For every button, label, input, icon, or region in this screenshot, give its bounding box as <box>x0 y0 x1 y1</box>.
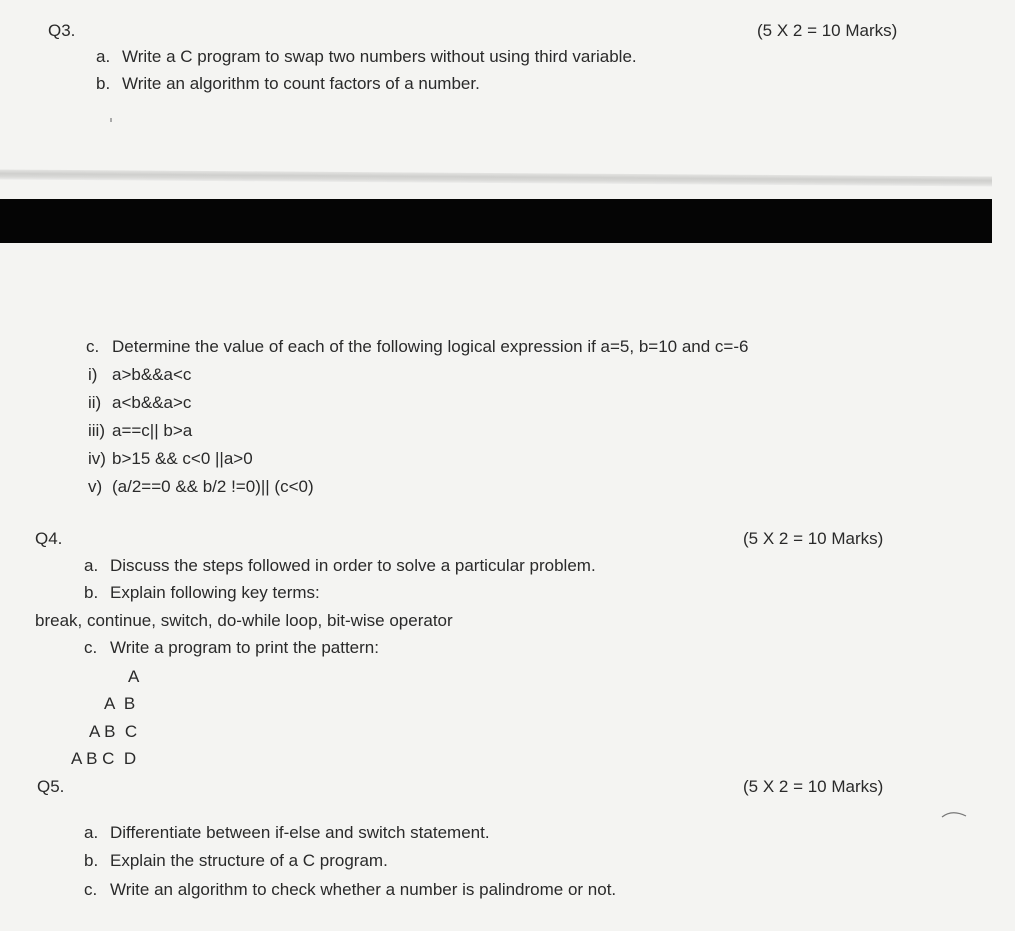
q3-item-c-text: Determine the value of each of the following logical expression if a=5, b=10 and c=-6 <box>112 337 749 356</box>
q4-pattern-row-1: A <box>128 667 140 686</box>
q3-expression-4 <box>88 449 253 469</box>
pen-mark <box>940 808 968 820</box>
q3-expression-4-text: b>15 && c<0 ||a>0 <box>112 449 253 468</box>
q4-pattern-row-3: A B C <box>89 722 138 741</box>
q3-number: Q3. <box>48 21 76 40</box>
q3-item-a-text: Write a C program to swap two numbers without using third variable. <box>122 47 637 66</box>
q3-expression-1-text: a>b&&a<c <box>112 365 192 384</box>
q5-number: Q5. <box>37 777 65 796</box>
redaction-bar <box>0 199 992 243</box>
q3-expression-4-label: iv) <box>88 449 106 468</box>
q4-item-c <box>84 638 379 658</box>
q3-item-b-text: Write an algorithm to count factors of a number. <box>122 74 480 93</box>
q4-number: Q4. <box>35 529 63 548</box>
q5-item-c <box>84 880 616 900</box>
q4-item-b-text: Explain following key terms: <box>110 583 320 602</box>
q4-item-b <box>84 583 320 603</box>
q4-pattern-row-4: A B C D <box>71 749 137 768</box>
q5-item-c-text: Write an algorithm to check whether a number is palindrome or not. <box>110 880 617 899</box>
q3-expression-1 <box>88 365 191 385</box>
q3-expression-5-label: v) <box>88 477 103 496</box>
q4-item-c-text: Write a program to print the pattern: <box>110 638 379 657</box>
q3-expression-2-label: ii) <box>88 393 102 412</box>
q5-marks: (5 X 2 = 10 Marks) <box>743 777 884 796</box>
q5-item-b-text: Explain the structure of a C program. <box>110 851 388 870</box>
q4-item-c-label: c. <box>84 638 98 657</box>
q3-item-c <box>86 337 748 357</box>
q3-expression-3 <box>88 421 192 441</box>
q3-expression-1-label: i) <box>88 365 98 384</box>
q5-item-b-label: b. <box>84 851 99 870</box>
page-fold-line <box>0 170 992 187</box>
q3-marks: (5 X 2 = 10 Marks) <box>757 21 898 40</box>
q3-expression-2-text: a<b&&a>c <box>112 393 192 412</box>
q3-expression-3-text: a==c|| b>a <box>112 421 193 440</box>
q3-item-a <box>96 47 637 67</box>
q5-item-a <box>84 823 490 843</box>
q5-item-a-text: Differentiate between if-else and switch statement. <box>110 823 490 842</box>
paper-speck <box>110 118 112 122</box>
q4-pattern-row-2: A B <box>104 694 136 713</box>
q3-expression-5-text: (a/2==0 && b/2 !=0)|| (c<0) <box>112 477 314 496</box>
q4-marks: (5 X 2 = 10 Marks) <box>743 529 884 548</box>
q3-expression-2 <box>88 393 191 413</box>
q4-item-b-label: b. <box>84 583 99 602</box>
q5-item-a-label: a. <box>84 823 99 842</box>
q3-item-b <box>96 74 480 94</box>
q5-item-c-label: c. <box>84 880 98 899</box>
q3-expression-3-label: iii) <box>88 421 105 440</box>
q3-item-c-label: c. <box>86 337 100 356</box>
q4-item-a-label: a. <box>84 556 99 575</box>
q3-item-b-label: b. <box>96 74 111 93</box>
q4-item-a-text: Discuss the steps followed in order to solve a particular problem. <box>110 556 596 575</box>
q4-key-terms: break, continue, switch, do-while loop, bit-wise operator <box>35 611 453 630</box>
q5-item-b <box>84 851 388 871</box>
q4-item-a <box>84 556 596 576</box>
q3-expression-5 <box>88 477 314 497</box>
q3-item-a-label: a. <box>96 47 111 66</box>
